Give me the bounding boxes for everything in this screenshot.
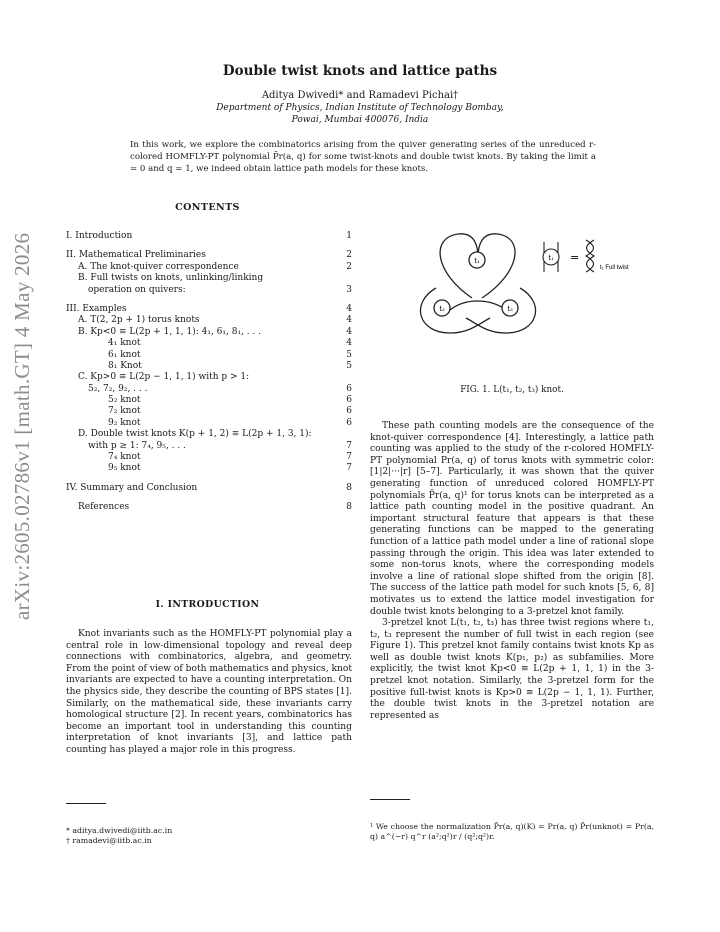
affiliation — [0, 102, 720, 126]
legend-note: t₁ Full twist — [600, 265, 629, 271]
toc-entry-page: 6 — [346, 395, 352, 406]
toc-entry[interactable] — [66, 429, 352, 440]
toc-entry-page: 8 — [346, 502, 352, 513]
full-twist-strand — [587, 240, 595, 272]
right-paragraph-2: 3-pretzel knot L(t₁, t₂, t₃) has three twist regions where t₁, t₂, t₃ represent the number of full twist in each region (see Figure 1). This pretzel knot family contains twist knots Kp as well as double twist knots K(p₁, p₂) as subfamilies. More explicitly, the twist knot Kp<0 ≡ L(2p + 1, 1, 1) in the 3-pretzel knot notation. Similarly, the 3-pretzel form for the positive full-twist knots is Kp>0 ≡ L(2p − 1, 1, 1). Further, the double twist knots in the 3-pretzel notation are represented as — [370, 618, 654, 721]
toc-entry-label: B. Full twists on knots, unlinking/linking — [78, 273, 264, 284]
toc-entry-label: D. Double twist knots K(p + 1, 2) ≡ L(2p + 1, 3, 1): — [78, 429, 312, 440]
right-paragraph-1: These path counting models are the consequence of the knot-quiver correspondence [4]. Interestingly, a lattice path counting was applied to the study of the r-colored HOMFLY-PT polynomial Pr(a, q) of torus knots with symmetric color: [1|2|···|r] [5–7]. Particularly, it was shown that the quiver generating function of unreduced colored HOMFLY-PT polynomials P̄r(a, q)¹ for torus knots can be interpreted as a lattice path counting model in the positive quadrant. An important structural feature that appears is that these generating functions can be mapped to the generating function of a lattice path model under a line of rational slope passing through the origin. This idea was later extended to some non-torus knots, where the corresponding models involve a line of rational slope shifted from the origin [8]. The success of the lattice path model for such knots [5, 6, 8] motivates us to extend the lattice model investigation for double twist knots belonging to a 3-pretzel knot family. — [370, 421, 654, 617]
toc-entry[interactable] — [66, 327, 352, 338]
toc-entry[interactable] — [66, 406, 352, 417]
toc-entry[interactable] — [66, 231, 352, 242]
toc-entry-label: References — [78, 502, 130, 513]
toc-entry-label: II. Mathematical Preliminaries — [66, 250, 206, 261]
right-column-text — [370, 421, 654, 722]
toc-entry[interactable] — [66, 395, 352, 406]
toc-entry[interactable] — [66, 483, 352, 494]
toc-entry-label: 5₂ knot — [108, 395, 141, 406]
toc-entry[interactable] — [66, 273, 352, 284]
toc-entry-label: C. Kp>0 ≡ L(2p − 1, 1, 1) with p > 1: — [78, 372, 250, 383]
figure-caption: FIG. 1. L(t₁, t₂, t₃) knot. — [460, 385, 564, 395]
toc-entry-page: 6 — [346, 406, 352, 417]
toc-entry-page: 3 — [346, 284, 352, 295]
table-of-contents — [66, 231, 352, 514]
toc-entry-label: 6₁ knot — [108, 349, 141, 360]
toc-entry-label: I. Introduction — [66, 231, 133, 241]
toc-entry[interactable] — [66, 441, 352, 452]
toc-entry-page: 7 — [346, 463, 352, 474]
toc-entry-page: 2 — [346, 250, 352, 261]
toc-entry-label: B. Kp<0 ≡ L(2p + 1, 1, 1): 4₁, 6₁, 8₁, . . . — [78, 326, 262, 337]
contents-heading: CONTENTS — [175, 202, 240, 213]
toc-entry-label: 7₂ knot — [108, 406, 141, 417]
full-twist-strand — [586, 240, 594, 272]
toc-entry[interactable] — [66, 304, 352, 315]
paper-title: Double twist knots and lattice paths — [222, 63, 498, 79]
section-heading: I. INTRODUCTION — [155, 599, 260, 610]
affiliation-line-2: Powai, Mumbai 400076, India — [291, 115, 429, 125]
toc-entry[interactable] — [66, 372, 352, 383]
toc-entry-label: 4₁ knot — [108, 338, 141, 349]
knot-strand — [450, 301, 506, 310]
footnote-email-2: † ramadevi@iitb.ac.in — [66, 836, 152, 845]
legend-twist-label: t₁ — [548, 254, 554, 262]
toc-entry-page: 2 — [346, 261, 352, 272]
toc-entry[interactable] — [66, 285, 352, 296]
footnotes-left — [66, 826, 352, 846]
toc-entry[interactable] — [66, 361, 352, 372]
affiliation-line-1: Department of Physics, Indian Institute of Technology Bombay, — [216, 103, 504, 113]
toc-entry[interactable] — [66, 384, 352, 395]
toc-entry-page: 6 — [346, 383, 352, 394]
toc-entry-page: 6 — [346, 417, 352, 428]
toc-entry-page: 5 — [346, 349, 352, 360]
toc-entry-page: 7 — [346, 440, 352, 451]
footnote-email-1: * aditya.dwivedi@iitb.ac.in — [66, 826, 173, 835]
toc-entry-label: IV. Summary and Conclusion — [66, 482, 198, 493]
footnote-rule-right — [370, 799, 410, 800]
toc-entry[interactable] — [66, 418, 352, 429]
intro-text — [66, 629, 352, 757]
toc-entry[interactable] — [66, 315, 352, 326]
footnote-rule-left — [66, 803, 106, 804]
knot-figure — [410, 228, 670, 348]
toc-entry[interactable] — [66, 502, 352, 513]
toc-entry-label: A. The knot-quiver correspondence — [78, 261, 239, 272]
twist-label-t1: t₁ — [474, 257, 480, 265]
toc-entry[interactable] — [66, 452, 352, 463]
toc-entry-label: operation on quivers: — [88, 284, 186, 295]
knot-strand — [478, 234, 515, 298]
toc-entry-page: 4 — [346, 315, 352, 326]
intro-paragraph: Knot invariants such as the HOMFLY-PT polynomial play a central role in low-dimensional topology and reveal deep connections with combinatorics, algebra, and geometry. From the point of view of both mathematics and physics, knot invariants are expected to have a counting interpretation. On the physics side, they describe the counting of BPS states [1]. Similarly, on the mathematical side, these invariants carry homological structure [2]. In recent years, combinatorics has become an important tool in understanding this counting interpretation of knot invariants [3], and lattice path counting has played a major role in this progress. — [66, 629, 352, 755]
footnote-normalization: ¹ We choose the normalization P̄r(a, q)(K) = Pr(a, q) P̄r(unknot) = Pr(a, q) a^(−r) q^r (a²;q²)r / (q²;q²)r. — [370, 822, 654, 841]
toc-entry-page: 4 — [346, 326, 352, 337]
toc-entry-label: A. T(2, 2p + 1) torus knots — [78, 315, 200, 326]
toc-entry-label: with p ≥ 1: 7₄, 9₅, . . . — [88, 440, 186, 451]
twist-label-t2: t₂ — [439, 305, 445, 313]
toc-entry-label: 5₂, 7₂, 9₂, . . . — [88, 383, 148, 394]
toc-entry-label: 9₅ knot — [108, 463, 141, 474]
legend-equals: = — [570, 251, 580, 264]
toc-entry[interactable] — [66, 338, 352, 349]
toc-entry[interactable] — [66, 262, 352, 273]
toc-entry-page: 1 — [346, 231, 352, 241]
toc-entry-page: 4 — [346, 338, 352, 349]
toc-entry-page: 7 — [346, 452, 352, 463]
toc-entry[interactable] — [66, 350, 352, 361]
toc-entry-label: 7₄ knot — [108, 452, 141, 463]
authors: Aditya Dwivedi* and Ramadevi Pichai† — [261, 90, 459, 101]
toc-entry[interactable] — [66, 250, 352, 261]
toc-entry-page: 5 — [346, 360, 352, 371]
toc-entry-page: 8 — [346, 482, 352, 493]
arxiv-stamp: arXiv:2605.02786v1 [math.GT] 4 May 2026 — [10, 232, 34, 620]
toc-entry-label: III. Examples — [66, 303, 127, 314]
toc-entry-page: 4 — [346, 303, 352, 314]
toc-entry[interactable] — [66, 463, 352, 474]
twist-label-t3: t₃ — [507, 305, 513, 313]
abstract: In this work, we explore the combinatorics arising from the quiver generating series of the unreduced r-colored HOMFLY-PT polynomial P̄r(a, q) for some twist-knots and double twist knots. By taking the limit a = 0 and q = 1, we indeed obtain lattice path models for these knots. — [130, 140, 596, 174]
toc-entry-label: 8₁ Knot — [108, 360, 142, 371]
toc-entry-label: 9₂ knot — [108, 417, 141, 428]
